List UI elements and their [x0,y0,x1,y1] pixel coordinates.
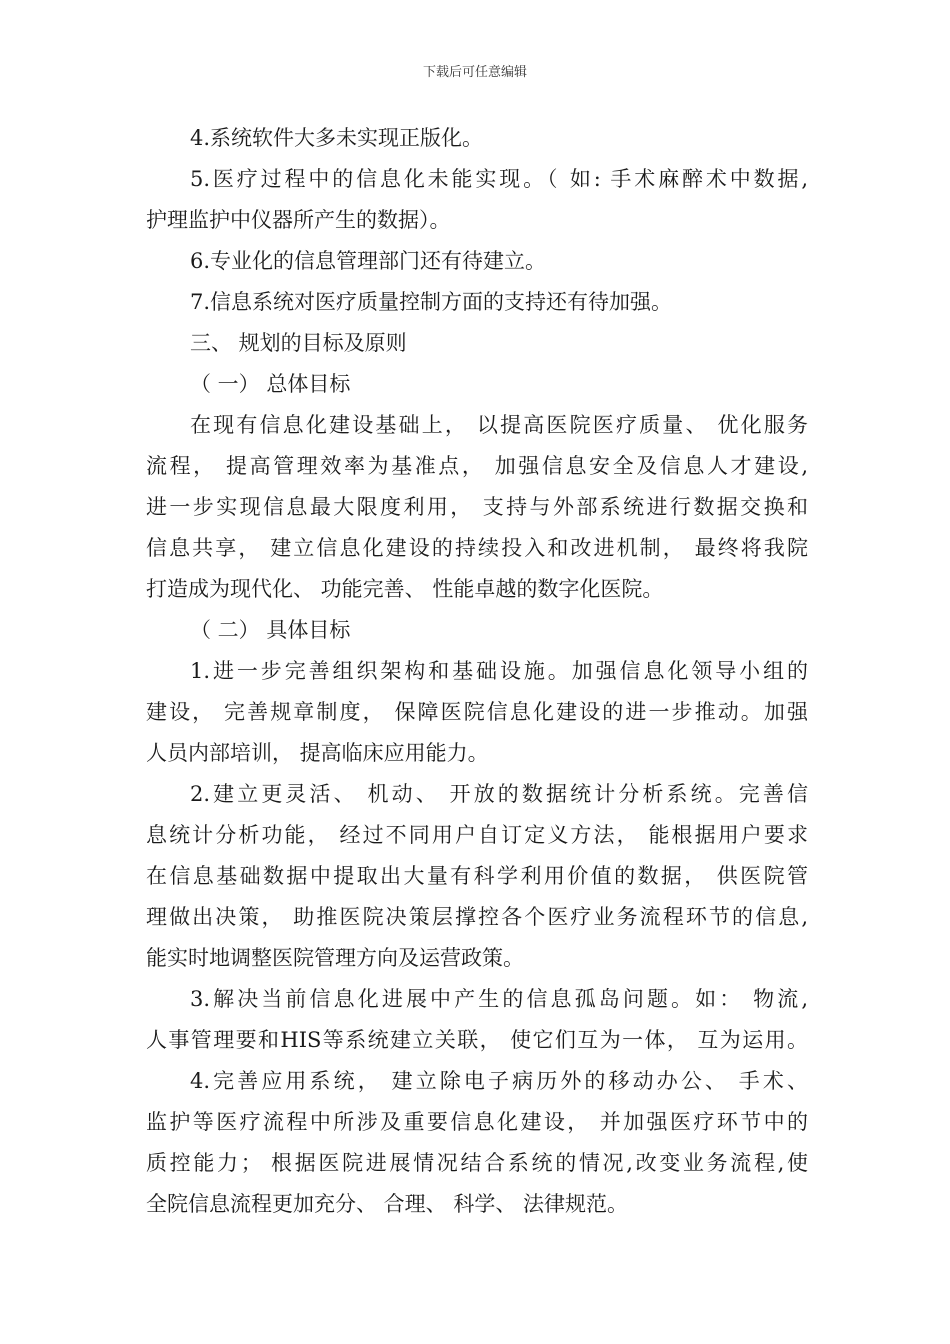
text-line: （ 一） 总体目标 [190,372,351,396]
text-line: 在现有信息化建设基础上， 以提高医院医疗质量、 优化服务 [190,413,808,437]
text-line: 三、 规划的目标及原则 [190,331,407,355]
text-line: 5.医疗过程中的信息化未能实现。（ 如: 手术麻醉术中数据, [190,167,808,191]
text-line: 理做出决策， 助推医院决策层撑控各个医疗业务流程环节的信息, [146,905,808,929]
text-line: 进一步实现信息最大限度利用， 支持与外部系统进行数据交换和 [146,495,808,519]
text-line: 4.完善应用系统， 建立除电子病历外的移动办公、 手术、 [190,1069,808,1093]
text-line: 3.解决当前信息化进展中产生的信息孤岛问题。如： 物流, [190,987,808,1011]
text-line: 7.信息系统对医疗质量控制方面的支持还有待加强。 [190,290,673,314]
text-line: 2.建立更灵活、 机动、 开放的数据统计分析系统。完善信 [190,782,808,806]
text-line: 4.系统软件大多未实现正版化。 [190,126,484,150]
text-line: 质控能力； 根据医院进展情况结合系统的情况,改变业务流程,使 [146,1151,808,1175]
page-header: 下载后可任意编辑 [422,65,527,80]
text-line: 全院信息流程更加充分、 合理、 科学、 法律规范。 [146,1192,629,1216]
text-line: 信息共享， 建立信息化建设的持续投入和改进机制， 最终将我院 [146,536,808,560]
text-line: （ 二） 具体目标 [190,618,351,642]
text-line: 人事管理要和HIS等系统建立关联， 使它们互为一体， 互为运用。 [146,1028,808,1052]
text-line: 能实时地调整医院管理方向及运营政策。 [146,946,524,970]
text-line: 人员内部培训， 提高临床应用能力。 [146,741,489,765]
text-line: 建设， 完善规章制度， 保障医院信息化建设的进一步推动。加强 [146,700,808,724]
text-line: 监护等医疗流程中所涉及重要信息化建设， 并加强医疗环节中的 [146,1110,808,1134]
text-line: 护理监护中仪器所产生的数据）。 [146,208,451,232]
text-line: 6.专业化的信息管理部门还有待建立。 [190,249,547,273]
document-body [146,118,808,1225]
text-line: 在信息基础数据中提取出大量有科学利用价值的数据， 供医院管 [146,864,808,888]
text-line: 1.进一步完善组织架构和基础设施。加强信息化领导小组的 [190,659,808,683]
text-line: 打造成为现代化、 功能完善、 性能卓越的数字化医院。 [146,577,664,601]
text-line: 流程， 提高管理效率为基准点， 加强信息安全及信息人才建设, [146,454,808,478]
text-line: 息统计分析功能， 经过不同用户自订定义方法， 能根据用户要求 [146,823,808,847]
